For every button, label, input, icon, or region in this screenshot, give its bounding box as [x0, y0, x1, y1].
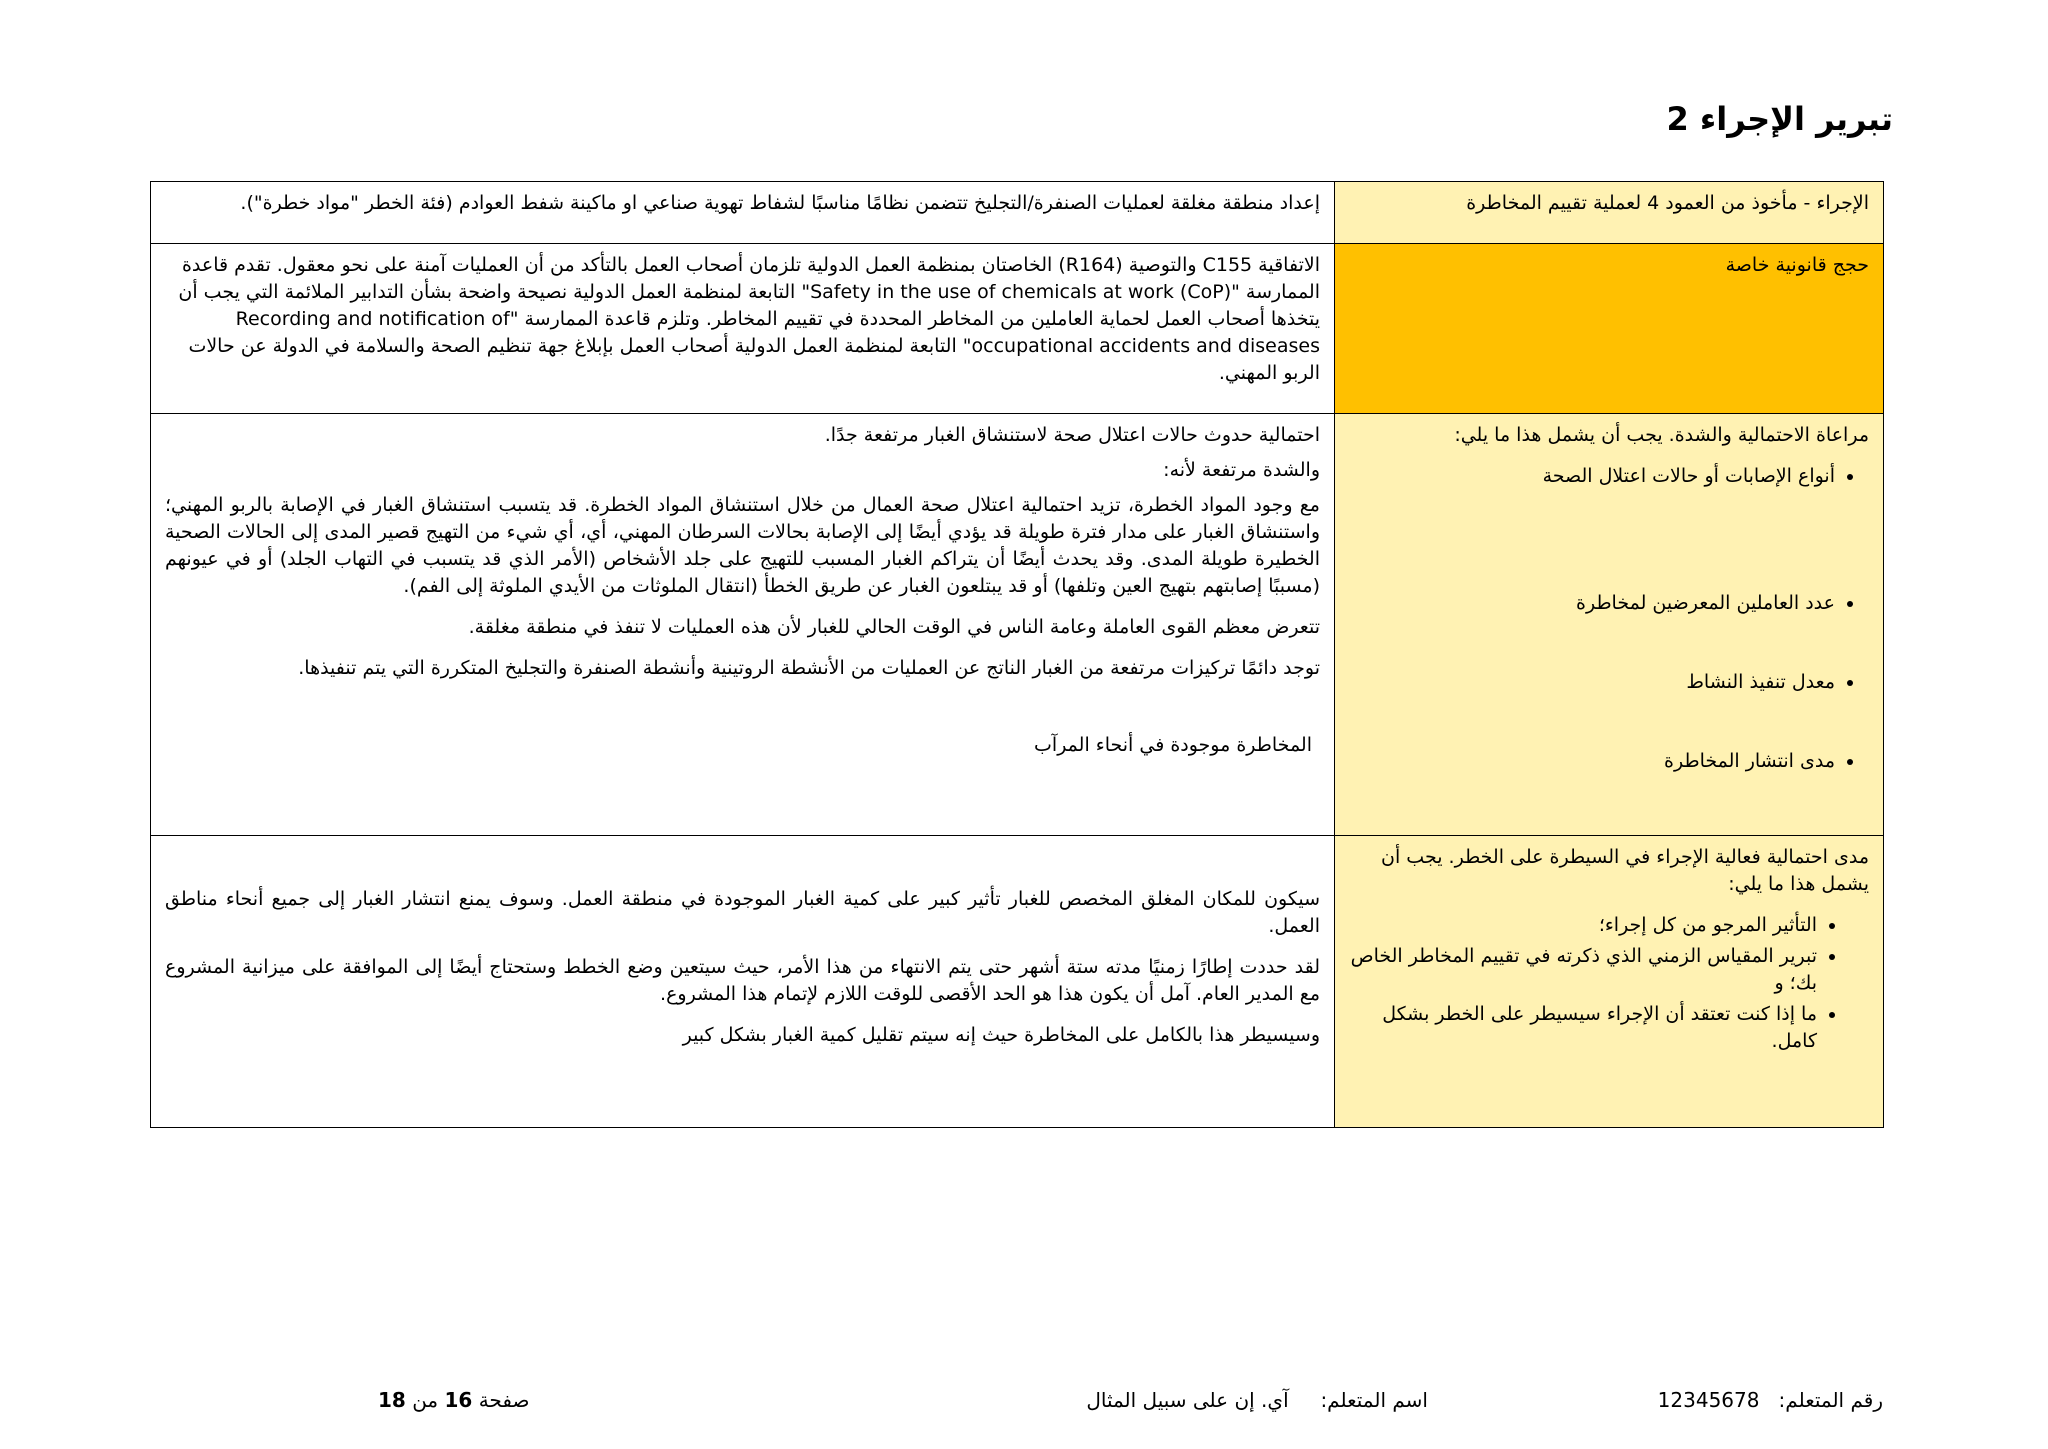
label-likelihood-cell — [1335, 414, 1884, 836]
label-likelihood: مراعاة الاحتمالية والشدة. يجب أن يشمل هذا ما يلي: — [1454, 424, 1869, 446]
list-item: • أنواع الإصابات أو حالات اعتلال الصحة — [1349, 463, 1835, 490]
label-legal: حجج قانونية خاصة — [1335, 244, 1884, 414]
learner-number-group — [1658, 1388, 1883, 1412]
learner-name-group — [1086, 1388, 1428, 1412]
page-footer — [0, 1388, 2048, 1418]
paragraph: سيكون للمكان المغلق المخصص للغبار تأثير كبير على كمية الغبار الموجودة في منطقة العمل. وسوف يمنع انتشار الغبار إلى جميع أنحاء مناطق العمل. — [165, 888, 1320, 937]
learner-name-label: اسم المتعلم: — [1320, 1388, 1428, 1412]
list-item: • معدل تنفيذ النشاط — [1349, 669, 1835, 696]
likelihood-bullets — [1349, 463, 1869, 775]
page-total: 18 — [378, 1388, 406, 1412]
paragraph: وسيسيطر هذا بالكامل على المخاطرة حيث إنه سيتم تقليل كمية الغبار بشكل كبير — [682, 1024, 1320, 1046]
learner-name: آي. إن على سبيل المثال — [1086, 1388, 1289, 1412]
list-item: • عدد العاملين المعرضين لمخاطرة — [1349, 590, 1835, 617]
paragraph: لقد حددت إطارًا زمنيًا مدته ستة أشهر حتى يتم الانتهاء من هذا الأمر، حيث سيتعين وضع الخطط وستحتاج أيضًا إلى الموافقة على ميزانية المشروع مع المدير العام. آمل أن يكون هذا هو الحد الأقصى للوقت اللازم لإتمام هذا المشروع. — [165, 956, 1320, 1005]
table-row-likelihood — [151, 414, 1884, 836]
label-effectiveness-cell — [1335, 836, 1884, 1128]
content-legal: الاتفاقية C155 والتوصية (R164) الخاصتان بمنظمة العمل الدولية تلزمان أصحاب العمل بالتأكد من أن العمليات آمنة على نحو معقول. تقدم قاعدة الممارسة "Safety in the use of chemicals at work (CoP)" التابعة لمنظمة العمل الدولية نصيحة واضحة بشأن التدابير الملائمة التي يجب أن يتخذها أصحاب العمل لحماية العاملين من المخاطر المحددة في تقييم المخاطر. وتلزم قاعدة الممارسة "Recording and notification of occupational accidents and diseases" التابعة لمنظمة العمل الدولية أصحاب العمل بإبلاغ جهة تنظيم الصحة والسلامة في الدولة عن حالات الربو المهني. — [151, 244, 1335, 414]
paragraph: والشدة مرتفعة لأنه: — [1163, 459, 1320, 481]
list-item: • التأثير المرجو من كل إجراء؛ — [1349, 912, 1817, 939]
page-of: من — [412, 1388, 439, 1412]
page-title: تبرير الإجراء 2 — [1666, 100, 1893, 138]
paragraph: المخاطرة موجودة في أنحاء المرآب — [1034, 734, 1312, 756]
effectiveness-bullets — [1349, 912, 1869, 1055]
content-action: إعداد منطقة مغلقة لعمليات الصنفرة/التجليخ تتضمن نظامًا مناسبًا لشفاط تهوية صناعي او ماكينة شفط العوادم (فئة الخطر "مواد خطرة"). — [151, 182, 1335, 244]
page-current: 16 — [444, 1388, 473, 1412]
list-item: • تبرير المقياس الزمني الذي ذكرته في تقييم المخاطر الخاص بك؛ و — [1349, 943, 1817, 997]
content-effectiveness — [151, 836, 1335, 1128]
content-likelihood — [151, 414, 1335, 836]
table-row-legal — [151, 244, 1884, 414]
paragraph: مع وجود المواد الخطرة، تزيد احتمالية اعتلال صحة العمال من خلال استنشاق المواد الخطرة. قد يتسبب استنشاق الغبار في الإصابة بالربو المهني؛ واستنشاق الغبار على مدار فترة طويلة قد يؤدي أيضًا إلى الإصابة بحالات السرطان المهني، أي، أي شيء من التهيج قصير المدى إلى الحالات الصحية الخطيرة طويلة المدى. وقد يحدث أيضًا أن يتراكم الغبار المسبب للتهيج على جلد الأشخاص (الأمر الذي قد يتسبب في التهاب الجلد) أو في عيونهم (مسببًا إصابتهم بتهيج العين وتلفها) أو قد يبتلعون الغبار عن طريق الخطأ (انتقال الملوثات من الأيدي الملوثة إلى الفم). — [165, 494, 1320, 597]
paragraph: احتمالية حدوث حالات اعتلال صحة لاستنشاق الغبار مرتفعة جدًا. — [824, 424, 1320, 446]
page-number — [378, 1388, 529, 1412]
list-item: • مدى انتشار المخاطرة — [1349, 748, 1835, 775]
paragraph: توجد دائمًا تركيزات مرتفعة من الغبار الناتج عن العمليات من الأنشطة الروتينية وأنشطة الصنفرة والتجليخ المتكررة التي يتم تنفيذها. — [298, 657, 1320, 679]
label-action: الإجراء - مأخوذ من العمود 4 لعملية تقييم المخاطرة — [1335, 182, 1884, 244]
paragraph: تتعرض معظم القوى العاملة وعامة الناس في الوقت الحالي للغبار لأن هذه العمليات لا تنفذ في منطقة مغلقة. — [468, 616, 1320, 638]
list-item: • ما إذا كنت تعتقد أن الإجراء سيسيطر على الخطر بشكل كامل. — [1349, 1001, 1817, 1055]
justification-table — [150, 181, 1884, 1128]
label-effectiveness: مدى احتمالية فعالية الإجراء في السيطرة على الخطر. يجب أن يشمل هذا ما يلي: — [1381, 846, 1869, 895]
learner-number: 12345678 — [1657, 1388, 1760, 1412]
table-row-action — [151, 182, 1884, 244]
learner-number-label: رقم المتعلم: — [1778, 1388, 1883, 1412]
table-row-effectiveness — [151, 836, 1884, 1128]
page-word: صفحة — [478, 1388, 530, 1412]
